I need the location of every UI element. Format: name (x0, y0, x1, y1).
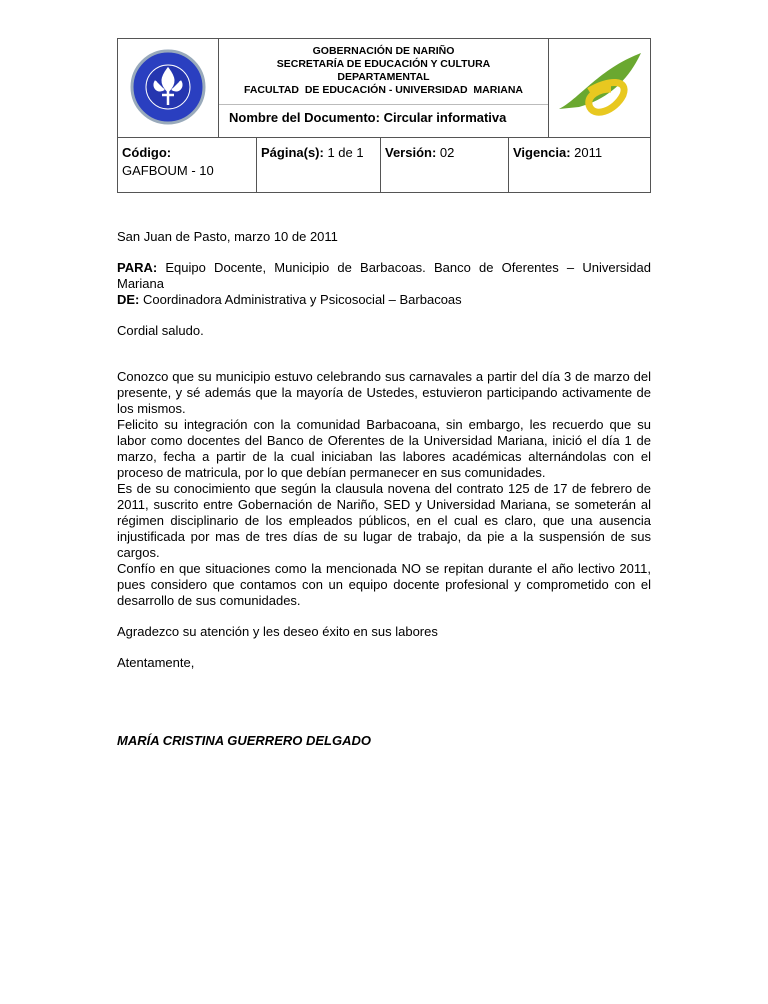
version-label: Versión: (385, 145, 437, 160)
header-line: GOBERNACIÓN DE NARIÑO (312, 45, 455, 57)
de-value: Coordinadora Administrativa y Psicosocial – Barbacoas (139, 292, 462, 307)
pagina-label: Página(s): (261, 145, 324, 160)
recipient (117, 260, 651, 292)
document-name: Nombre del Documento: Circular informativa (229, 110, 507, 125)
codigo-label: Código: (122, 145, 172, 160)
pagina-value: 1 de 1 (323, 145, 364, 160)
header-line: FACULTAD DE EDUCACIÓN - UNIVERSIDAD MARIANA (243, 84, 524, 96)
paragraph: Felicito su integración con la comunidad Barbacoana, sin embargo, les recuerdo que su labor como docentes del Banco de Oferentes de la Universidad Mariana, inició el día 1 de marzo, fecha a partir de la cual iniciaban las labores académicas alternándolas con el proceso de matricula, por lo que debían permanecer en sus comunidades. (117, 417, 651, 480)
header-line: SECRETARÍA DE EDUCACIÓN Y CULTURA (276, 58, 491, 70)
date: San Juan de Pasto, marzo 10 de 2011 (117, 229, 338, 244)
version-value: 02 (436, 145, 455, 160)
paragraph: Confío en que situaciones como la mencionada NO se repitan durante el año lectivo 2011, pues considero que contamos con un equipo docente profesional y comprometido con el desarrollo de sus comunidades. (117, 561, 651, 608)
header-line: DEPARTAMENTAL (337, 71, 430, 83)
para-label: PARA: (117, 260, 158, 275)
vigencia-value: 2011 (570, 145, 603, 160)
divider (219, 104, 548, 105)
codigo-value: GAFBOUM - 10 (122, 163, 214, 178)
header-table (117, 38, 651, 193)
vigencia-label: Vigencia: (513, 145, 571, 160)
letter-body (117, 229, 651, 749)
de-label: DE: (117, 292, 140, 307)
education-faculty-logo (549, 39, 651, 138)
paragraph: Es de su conocimiento que según la clausula novena del contrato 125 de 17 de febrero de 2011, suscrito entre Gobernación de Nariño, SED y Universidad Mariana, se someterán al régimen disciplinario de los empleados públicos, en el cual es claro, que una ausencia injustificada por mas de tres días de su lugar de trabajo, da pie a la suspensión de sus cargos. (117, 481, 651, 560)
vigencia-cell (509, 138, 651, 193)
signature: MARÍA CRISTINA GUERRERO DELGADO (117, 733, 371, 748)
header-title-cell (219, 39, 549, 138)
universidad-mariana-logo (118, 39, 219, 138)
paragraph: Conozco que su municipio estuvo celebrando sus carnavales a partir del día 3 de marzo del presente, y sé además que la mayoría de Ustedes, estuvieron participando activamente de los mismos. (117, 369, 651, 416)
sender (117, 292, 651, 308)
para-value: Equipo Docente, Municipio de Barbacoas. Banco de Oferentes – Universidad Mariana (117, 260, 651, 291)
thanks: Agradezco su atención y les deseo éxito en sus labores (117, 624, 438, 639)
version-cell (381, 138, 509, 193)
codigo-cell (118, 138, 257, 193)
closing: Atentamente, (117, 655, 195, 670)
pagina-cell (257, 138, 381, 193)
greeting: Cordial saludo. (117, 323, 204, 338)
